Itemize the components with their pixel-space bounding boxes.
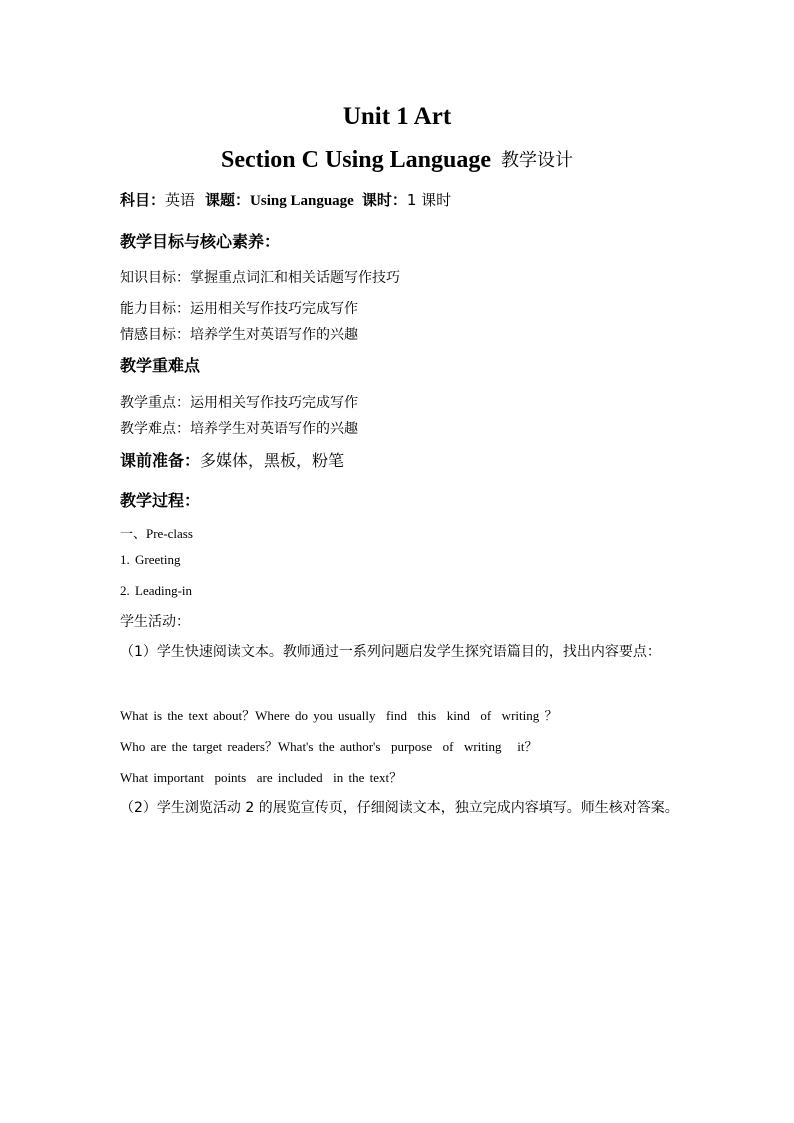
teaching-focus: 教学重点：运用相关写作技巧完成写作 <box>120 395 358 411</box>
activity-1-paragraph: （1）学生快速阅读文本。教师通过一系列问题启发学生探究语篇目的，找出内容要点： <box>120 644 661 660</box>
section-pre-class: 一、Pre-class <box>120 526 193 541</box>
subtitle-chinese: 教学设计 <box>501 150 574 171</box>
document-title: Unit 1 Art <box>342 103 452 130</box>
course-meta-line <box>120 189 451 212</box>
student-activity-label: 学生活动： <box>120 614 190 630</box>
topic-label: 课题： <box>205 191 251 209</box>
emotion-objective: 情感目标：培养学生对英语写作的兴趣 <box>120 327 358 343</box>
teaching-difficulty: 教学难点：培养学生对英语写作的兴趣 <box>120 421 358 437</box>
knowledge-objective: 知识目标：掌握重点词汇和相关话题写作技巧 <box>120 270 400 286</box>
question-2: Who are the target readers？What's the author's purpose of writing it？ <box>120 739 538 754</box>
preparation-label: 课前准备： <box>120 451 201 470</box>
preparation-value: 多媒体，黑板，粉笔 <box>200 451 345 470</box>
activity-2-paragraph: （2）学生浏览活动 2 的展览宣传页，仔细阅读文本，独立完成内容填写。师生核对答案。 <box>120 800 679 816</box>
step-leading-in: 2. Leading-in <box>120 583 193 598</box>
subject-value: 英语 <box>165 191 196 209</box>
question-3: What important points are included in the text？ <box>120 770 403 785</box>
key-points-heading: 教学重难点 <box>120 356 201 375</box>
preparation-line <box>120 449 344 473</box>
step-greeting: 1. Greeting <box>120 552 181 567</box>
ability-objective: 能力目标：运用相关写作技巧完成写作 <box>120 301 358 317</box>
document-subtitle <box>0 143 794 179</box>
objectives-heading: 教学目标与核心素养： <box>120 232 281 251</box>
topic-value: Using Language <box>250 193 354 209</box>
period-label: 课时： <box>361 191 407 209</box>
process-heading: 教学过程： <box>120 491 201 510</box>
question-1: What is the text about？Where do you usually find this kind of writing ？ <box>120 708 558 723</box>
subject-label: 科目： <box>120 191 166 209</box>
subtitle-english: Section C Using Language <box>220 147 492 173</box>
period-value: 1 课时 <box>406 191 452 209</box>
